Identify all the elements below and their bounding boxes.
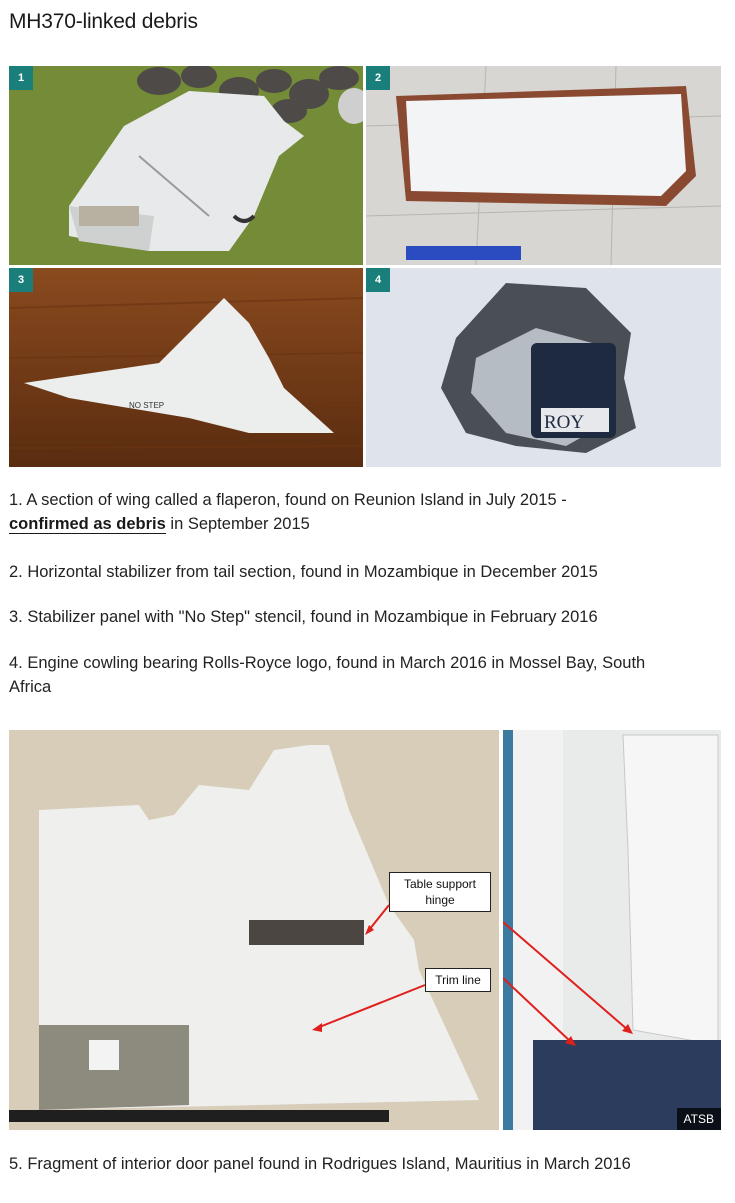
table-support-hinge-callout: Table support hinge — [389, 872, 491, 912]
tile-4-cowling-image — [366, 268, 721, 467]
caption-1 — [9, 488, 689, 536]
caption-3: 3. Stabilizer panel with "No Step" stencil, found in Mozambique in February 2016 — [9, 608, 598, 626]
tile-3-number-badge: 3 — [9, 268, 33, 292]
trim-line-callout: Trim line — [425, 968, 491, 992]
caption-4: 4. Engine cowling bearing Rolls-Royce logo, found in March 2016 in Mossel Bay, South Africa — [9, 654, 646, 696]
door-panel-composite-image — [9, 730, 721, 1130]
tile-1-number-badge: 1 — [9, 66, 33, 90]
caption-5: 5. Fragment of interior door panel found in Rodrigues Island, Mauritius in March 2016 — [9, 1155, 631, 1173]
annotation-arrows-left — [9, 730, 499, 1130]
caption-1-suffix: in September 2015 — [165, 515, 310, 533]
door-panel-installed-image — [503, 730, 721, 1130]
tile-1-flaperon-image — [9, 66, 363, 265]
debris-image-grid — [9, 66, 721, 467]
tile-4-number-badge: 4 — [366, 268, 390, 292]
caption-2: 2. Horizontal stabilizer from tail section, found in Mozambique in December 2015 — [9, 563, 598, 581]
rolls-royce-logo-text: ROY — [544, 412, 585, 433]
page-title: MH370-linked debris — [9, 10, 198, 33]
door-panel-fragment-image — [9, 730, 499, 1130]
tile-2-stabilizer-image — [366, 66, 721, 265]
tile-3-no-step-panel-image — [9, 268, 363, 467]
tile-2-number-badge: 2 — [366, 66, 390, 90]
caption-1-prefix: 1. A section of wing called a flaperon, found on Reunion Island in July 2015 - — [9, 491, 567, 509]
image-credit: ATSB — [677, 1108, 721, 1130]
svg-text:NO STEP: NO STEP — [129, 401, 165, 410]
confirmed-as-debris-link[interactable]: confirmed as debris — [9, 515, 166, 533]
annotation-arrows-right — [503, 730, 721, 1130]
